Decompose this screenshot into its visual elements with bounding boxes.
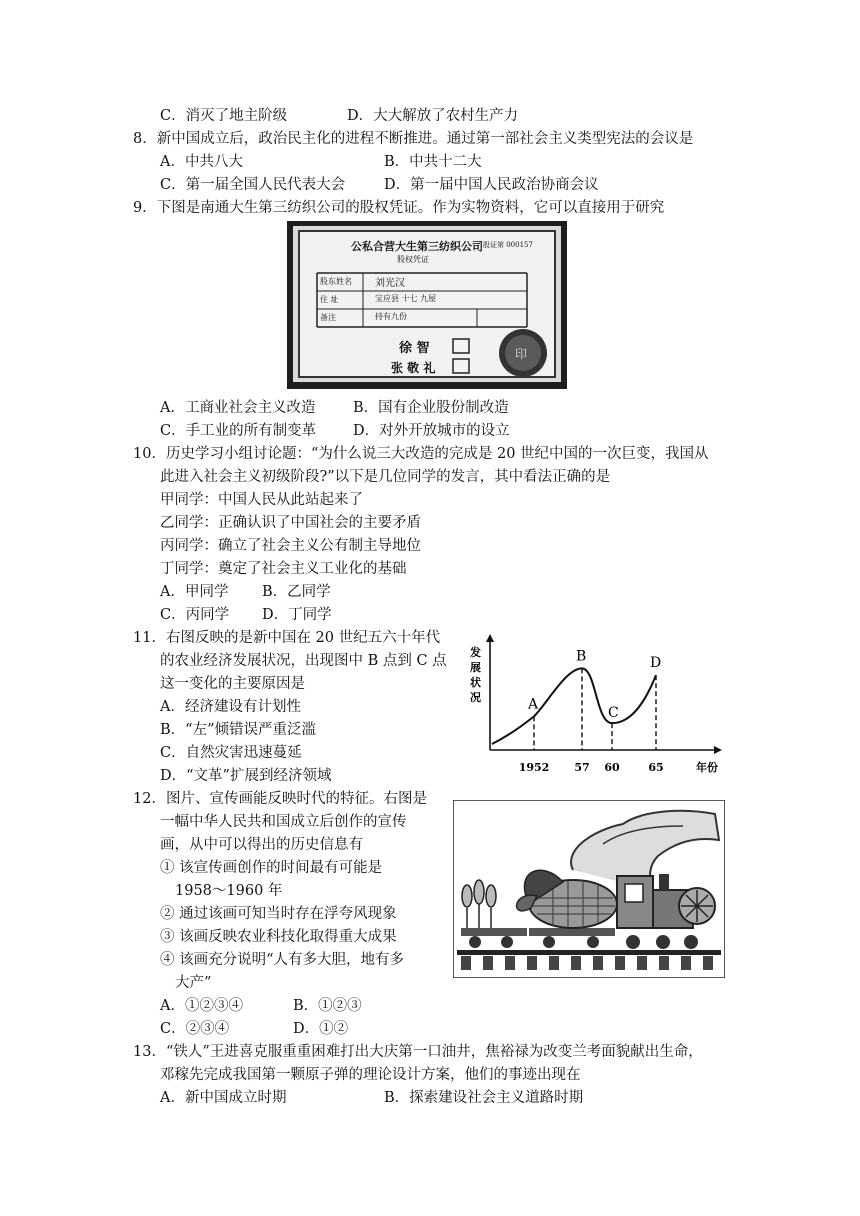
cert-row1-value: 刘光汉 <box>375 278 405 289</box>
q10-option-d: D．丁同学 <box>262 607 332 623</box>
q12-option-d: D．①② <box>293 1021 349 1037</box>
q12-option-b: B．①②③ <box>293 998 362 1014</box>
cert-row3-label: 备注 <box>320 313 336 322</box>
q11-option-d: D．“文革”扩展到经济领域 <box>160 768 332 784</box>
q13-option-b: B．探索建设社会主义道路时期 <box>384 1090 584 1106</box>
point-label-d: D <box>650 655 662 672</box>
cert-seal: 印 <box>515 347 528 361</box>
q11-option-a: A．经济建设有计划性 <box>160 699 301 715</box>
q7-option-c: C．消灭了地主阶级 <box>160 108 288 124</box>
x-tick-57: 57 <box>574 761 590 774</box>
q11-option-c: C．自然灾害迅速蔓延 <box>160 745 302 761</box>
q9-option-a: A．工商业社会主义改造 <box>160 400 316 416</box>
q10-statement-2: 乙同学：正确认识了中国社会的主要矛盾 <box>160 515 421 531</box>
q10-statement-1: 甲同学：中国人民从此站起来了 <box>160 492 363 508</box>
cert-row3-value: 持有九份 <box>375 312 407 321</box>
q11-stem-line2: 的农业经济发展状况，出现图中 B 点到 C 点 <box>160 653 447 669</box>
q8-option-a: A．中共八大 <box>160 154 243 170</box>
y-axis-arrow <box>486 634 494 642</box>
q12-statement-1b: 1958～1960 年 <box>175 883 283 899</box>
cert-row1-label: 股东姓名 <box>320 277 352 286</box>
q13-stem-line2: 邓稼先完成我国第一颗原子弹的理论设计方案，他们的事迹出现在 <box>160 1067 581 1083</box>
q13-option-a: A．新中国成立时期 <box>160 1090 287 1106</box>
q13-stem-line1: 13．“铁人”王进喜克服重重困难打出大庆第一口油井，焦裕禄为改变兰考面貌献出生命， <box>133 1044 703 1060</box>
q12-stem-line1: 12．图片、宣传画能反映时代的特征。右图是 <box>133 791 427 807</box>
q10-option-b: B．乙同学 <box>262 584 331 600</box>
q7-option-d: D．大大解放了农村生产力 <box>347 108 519 124</box>
q10-statement-4: 丁同学：奠定了社会主义工业化的基础 <box>160 561 407 577</box>
point-label-c: C <box>608 705 619 722</box>
q10-statement-3: 丙同学：确立了社会主义公有制主导地位 <box>160 538 421 554</box>
y-axis-label <box>469 645 481 704</box>
q12-stem-line2: 一幅中华人民共和国成立后创作的宣传 <box>160 814 407 830</box>
y-label-char: 展 <box>470 661 481 674</box>
q12-option-c: C．②③④ <box>160 1021 230 1037</box>
x-tick-1952: 1952 <box>518 761 550 774</box>
y-label-char: 况 <box>470 691 481 704</box>
q12-option-a: A．①②③④ <box>160 998 243 1014</box>
share-certificate-image <box>287 221 567 389</box>
q12-statement-4b: 大产” <box>175 975 212 991</box>
certificate-number: 股证第 000157 <box>483 241 533 249</box>
q10-stem-line2: 此进入社会主义初级阶段?”以下是几位同学的发言，其中看法正确的是 <box>160 469 611 485</box>
q8-option-b: B．中共十二大 <box>384 154 482 170</box>
cert-row2-value: 宝应县 十七 九屋 <box>375 294 437 303</box>
certificate-title: 公私合营大生第三纺织公司 <box>351 240 483 253</box>
propaganda-poster-image <box>453 800 725 978</box>
q10-stem-line1: 10．历史学习小组讨论题：“为什么说三大改造的完成是 20 世纪中国的一次巨变，我国从 <box>133 446 709 462</box>
cert-row2-label: 住 址 <box>320 295 339 304</box>
q10-option-c: C．丙同学 <box>160 607 230 623</box>
q9-stem: 9．下图是南通大生第三纺织公司的股权凭证。作为实物资料，它可以直接用于研究 <box>133 200 665 216</box>
q9-option-d: D．对外开放城市的设立 <box>353 423 510 439</box>
q8-option-c: C．第一届全国人民代表大会 <box>160 177 346 193</box>
q11-stem-line1: 11．右图反映的是新中国在 20 世纪五六十年代 <box>133 630 441 646</box>
q8-stem: 8．新中国成立后，政治民主化的进程不断推进。通过第一部社会主义类型宪法的会议是 <box>133 131 694 147</box>
x-axis-arrow <box>714 746 722 754</box>
q12-statement-3: ③ 该画反映农业科技化取得重大成果 <box>160 929 397 945</box>
q9-option-c: C．手工业的所有制变革 <box>160 423 317 439</box>
certificate-subtitle: 股权凭证 <box>397 255 429 264</box>
point-label-a: A <box>528 696 539 713</box>
q12-statement-4a: ④ 该画充分说明“人有多大胆，地有多 <box>160 952 405 968</box>
y-label-char: 发 <box>470 646 481 659</box>
x-axis-label: 年份 <box>696 761 718 774</box>
q11-stem-line3: 这一变化的主要原因是 <box>160 676 305 692</box>
x-tick-65: 65 <box>648 761 664 774</box>
q10-option-a: A．甲同学 <box>160 584 229 600</box>
q12-statement-1a: ① 该宣传画创作的时间最有可能是 <box>160 860 383 876</box>
q8-option-d: D．第一届中国人民政治协商会议 <box>384 177 599 193</box>
q11-option-b: B．“左”倾错误严重泛滥 <box>160 722 316 738</box>
cert-signature-2: 张 敬 礼 <box>391 361 436 375</box>
point-label-b: B <box>576 648 587 665</box>
q12-statement-2: ② 通过该画可知当时存在浮夸风现象 <box>160 906 397 922</box>
q9-option-b: B．国有企业股份制改造 <box>353 400 509 416</box>
x-tick-60: 60 <box>604 761 620 774</box>
q12-stem-line3: 画，从中可以得出的历史信息有 <box>160 837 363 853</box>
y-label-char: 状 <box>470 676 481 689</box>
series-line <box>492 668 656 744</box>
agriculture-development-chart <box>466 632 732 776</box>
cert-signature-1: 徐 智 <box>399 341 430 356</box>
